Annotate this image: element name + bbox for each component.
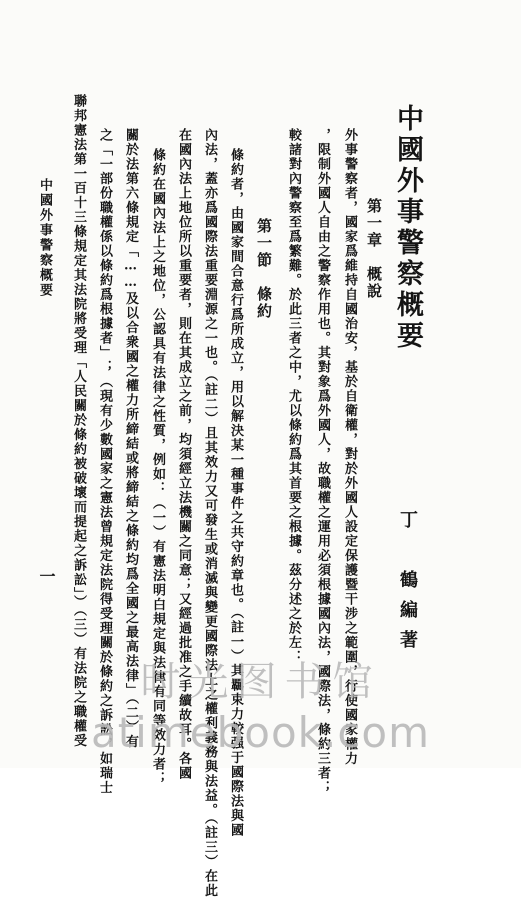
section-heading: 第一節 條約: [255, 218, 273, 320]
body-line-7: 聯邦憲法第一百十三條規定其法院將受理「人民關於條約被破壞而提起之訴訟」）（三）有法院之職權受: [71, 94, 86, 748]
body-line-6: 之「一部份職權係以條約爲根據者」；（現有少數國家之憲法曾規定法院得受理關於條約之訴訟，如瑞士: [97, 128, 112, 795]
page-number: 一: [37, 568, 56, 584]
body-line-3: 在國內法上地位所以重要者，則在其成立之前，均須經立法機關之同意；又經過批准之手續故耳。各國: [176, 128, 191, 781]
running-title: 中國外事警察概要: [37, 178, 52, 298]
intro-line-2: ，限制外國人自由之警察作用也。其對象爲外國人，故職權之運用必須根據國內法，國際法，條約三者；: [315, 128, 330, 795]
author-credit: 丁 鶴編著: [397, 510, 418, 660]
body-line-5: 關於法第六條規定「……及以合衆國之權力所締結或將締結之條約均爲全國之最高法律」（二）有: [123, 128, 138, 749]
watermark-cn: 时光图书馆: [140, 659, 381, 705]
body-line-1: 條約者，由國家間合意行爲所成立，用以解決某一種事件之共守約章也。（註一）其羈束力較强于國際法與國: [228, 148, 243, 838]
intro-line-1: 外事警察者，國家爲維持自國治安，基於自衛權，對於外國人設定保護暨干涉之範圍，行使國家權力: [342, 128, 357, 766]
book-title: 中國外事警察概要: [392, 104, 423, 352]
intro-line-3: 較諸對內警察至爲繁難。於此三者之中，尤以條約爲其首要之根據。茲分述之於左：: [286, 128, 301, 665]
body-line-2: 內法，蓋亦爲國際法重要淵源之一也。（註二）且其效力又可發生或消滅與變更國際法上之權利義務與法益。（註三）在此: [202, 128, 217, 898]
watermark-url: atimebook.com: [90, 708, 431, 757]
chapter-heading: 第一章 概說: [365, 198, 383, 300]
body-line-4: 條約在國內法上之地位，公認具有法律之性質，例如：（一）有憲法明白規定與法律有同等效力者；: [150, 148, 165, 786]
